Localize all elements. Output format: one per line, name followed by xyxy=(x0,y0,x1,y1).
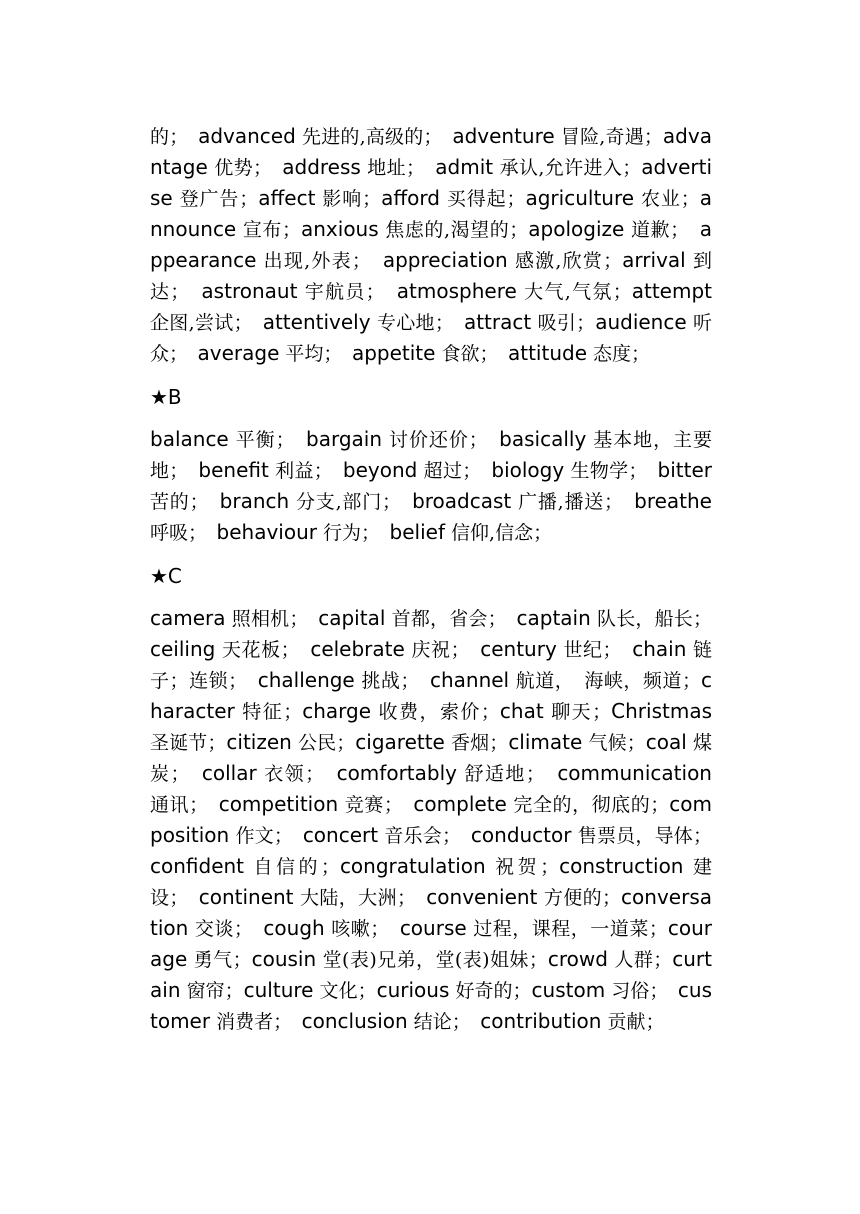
document-page xyxy=(150,121,712,1037)
vocab-paragraph-a: 的； advanced 先进的,高级的； adventure 冒险,奇遇；advantage 优势； address 地址； admit 承认,允许进入；advertise 登广告；affect 影响；afford 买得起；agriculture 农业；announce 宣布；anxious 焦虑的,渴望的；apologize 道歉； appearance 出现,外表； appreciation 感激,欣赏；arrival 到达； astronaut 宇航员； atmosphere 大气,气氛；attempt 企图,尝试； attentively 专心地； attract 吸引；audience 听众； average 平均； appetite 食欲； attitude 态度； xyxy=(150,124,713,365)
vocab-paragraph-c: camera 照相机； capital 首都，省会； captain 队长，船长；ceiling 天花板； celebrate 庆祝； century 世纪； chain 链子；连锁； challenge 挑战； channel 航道， 海峡，频道；character 特征；charge 收费，索价；chat 聊天；Christmas 圣诞节；citizen 公民；cigarette 香烟；climate 气候；coal 煤炭； collar 衣领； comfortably 舒适地； communication 通讯； competition 竞赛； complete 完全的，彻底的；composition 作文； concert 音乐会； conductor 售票员，导体；confident 自信的；congratulation 祝贺；construction 建设； continent 大陆，大洲； convenient 方便的；conversation 交谈； cough 咳嗽； course 过程，课程，一道菜；courage 勇气；cousin 堂(表)兄弟，堂(表)姐妹；crowd 人群；curtain 窗帘；culture 文化；curious 好奇的；custom 习俗； customer 消费者； conclusion 结论； contribution 贡献； xyxy=(150,606,713,1033)
vocab-paragraph-b: balance 平衡； bargain 讨价还价； basically 基本地，主要地； benefit 利益； beyond 超过； biology 生物学； bitter 苦的； branch 分支,部门； broadcast 广播,播送； breathe 呼吸； behaviour 行为； belief 信仰,信念； xyxy=(150,427,712,544)
section-heading-b: ★B xyxy=(150,385,182,409)
section-heading-c: ★C xyxy=(150,564,182,588)
